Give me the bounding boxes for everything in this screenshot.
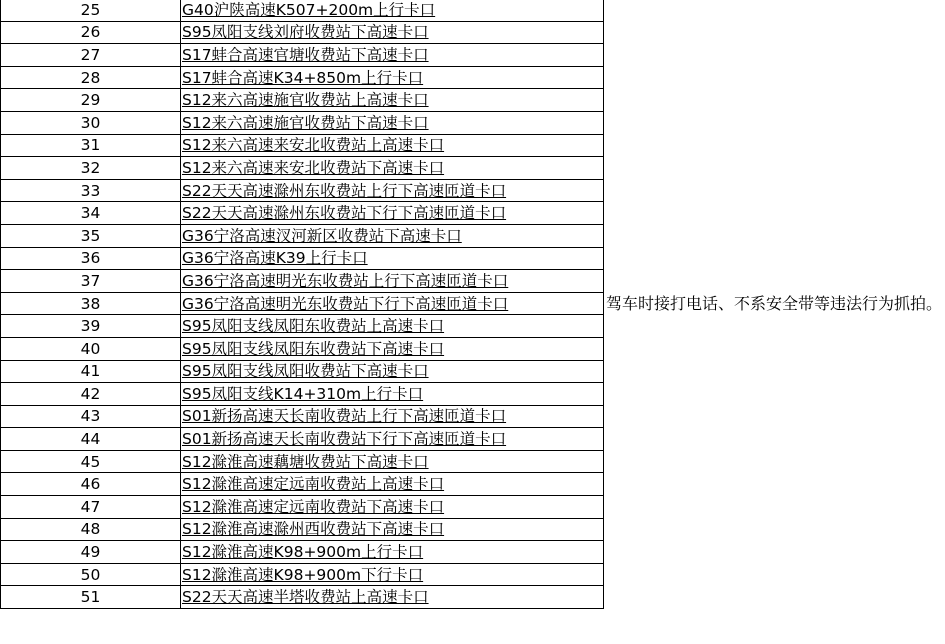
checkpoint-location-cell[interactable]: S12来六高速来安北收费站下高速卡口 (181, 157, 604, 180)
row-number-cell[interactable]: 47 (1, 496, 181, 519)
checkpoint-location-cell[interactable]: S12滁淮高速K98+900m上行卡口 (181, 541, 604, 564)
checkpoint-location-cell[interactable]: S22天天高速半塔收费站上高速卡口 (181, 586, 604, 609)
checkpoint-location-cell[interactable]: G36宁洛高速明光东收费站下行下高速匝道卡口 (181, 292, 604, 315)
row-number-cell[interactable]: 42 (1, 383, 181, 406)
checkpoint-location-cell[interactable]: S12来六高速来安北收费站上高速卡口 (181, 134, 604, 157)
row-number-cell[interactable]: 35 (1, 224, 181, 247)
checkpoint-location-cell[interactable]: S12来六高速施官收费站下高速卡口 (181, 111, 604, 134)
row-number-cell[interactable]: 31 (1, 134, 181, 157)
row-number-cell[interactable]: 46 (1, 473, 181, 496)
checkpoint-location-cell[interactable]: S12来六高速施官收费站上高速卡口 (181, 89, 604, 112)
row-number-cell[interactable]: 38 (1, 292, 181, 315)
row-number-cell[interactable]: 27 (1, 44, 181, 67)
row-number-cell[interactable]: 44 (1, 428, 181, 451)
checkpoint-location-cell[interactable]: S17蚌合高速官塘收费站下高速卡口 (181, 44, 604, 67)
checkpoint-location-cell[interactable]: S01新扬高速天长南收费站下行下高速匝道卡口 (181, 428, 604, 451)
checkpoint-location-cell[interactable]: S95凤阳支线凤阳东收费站上高速卡口 (181, 315, 604, 338)
row-number-cell[interactable]: 33 (1, 179, 181, 202)
row-number-cell[interactable]: 41 (1, 360, 181, 383)
checkpoint-location-cell[interactable]: S22天天高速滁州东收费站下行下高速匝道卡口 (181, 202, 604, 225)
row-number-cell[interactable]: 49 (1, 541, 181, 564)
checkpoint-location-cell[interactable]: S95凤阳支线凤阳东收费站下高速卡口 (181, 337, 604, 360)
row-number-cell[interactable]: 50 (1, 563, 181, 586)
row-number-cell[interactable]: 26 (1, 21, 181, 44)
row-number-cell[interactable]: 29 (1, 89, 181, 112)
row-number-cell[interactable]: 51 (1, 586, 181, 609)
row-number-cell[interactable]: 25 (1, 0, 181, 21)
checkpoint-location-cell[interactable]: S12滁淮高速藕塘收费站下高速卡口 (181, 450, 604, 473)
checkpoint-location-cell[interactable]: G36宁洛高速明光东收费站上行下高速匝道卡口 (181, 270, 604, 293)
row-number-cell[interactable]: 37 (1, 270, 181, 293)
checkpoint-location-cell[interactable]: S12滁淮高速定远南收费站下高速卡口 (181, 496, 604, 519)
checkpoint-location-cell[interactable]: S22天天高速滁州东收费站上行下高速匝道卡口 (181, 179, 604, 202)
row-number-cell[interactable]: 28 (1, 66, 181, 89)
row-number-cell[interactable]: 48 (1, 518, 181, 541)
checkpoint-location-cell[interactable]: S12滁淮高速滁州西收费站下高速卡口 (181, 518, 604, 541)
checkpoint-location-cell[interactable]: G36宁洛高速K39上行卡口 (181, 247, 604, 270)
capture-description-cell[interactable]: 驾车时接打电话、不系安全带等违法行为抓拍。 (604, 0, 945, 609)
checkpoint-location-cell[interactable]: S01新扬高速天长南收费站上行下高速匝道卡口 (181, 405, 604, 428)
checkpoint-location-cell[interactable]: S12滁淮高速K98+900m下行卡口 (181, 563, 604, 586)
checkpoint-location-cell[interactable]: S17蚌合高速K34+850m上行卡口 (181, 66, 604, 89)
row-number-cell[interactable]: 32 (1, 157, 181, 180)
checkpoint-location-cell[interactable]: G36宁洛高速汊河新区收费站下高速卡口 (181, 224, 604, 247)
checkpoint-location-cell[interactable]: S95凤阳支线K14+310m上行卡口 (181, 383, 604, 406)
checkpoint-location-cell[interactable]: S95凤阳支线刘府收费站下高速卡口 (181, 21, 604, 44)
table-row (1, 0, 945, 21)
checkpoint-location-cell[interactable]: G40沪陕高速K507+200m上行卡口 (181, 0, 604, 21)
checkpoint-location-cell[interactable]: S12滁淮高速定远南收费站上高速卡口 (181, 473, 604, 496)
checkpoint-table-body (1, 0, 945, 609)
row-number-cell[interactable]: 36 (1, 247, 181, 270)
row-number-cell[interactable]: 30 (1, 111, 181, 134)
checkpoint-location-cell[interactable]: S95凤阳支线凤阳收费站下高速卡口 (181, 360, 604, 383)
row-number-cell[interactable]: 39 (1, 315, 181, 338)
row-number-cell[interactable]: 45 (1, 450, 181, 473)
row-number-cell[interactable]: 40 (1, 337, 181, 360)
row-number-cell[interactable]: 43 (1, 405, 181, 428)
row-number-cell[interactable]: 34 (1, 202, 181, 225)
